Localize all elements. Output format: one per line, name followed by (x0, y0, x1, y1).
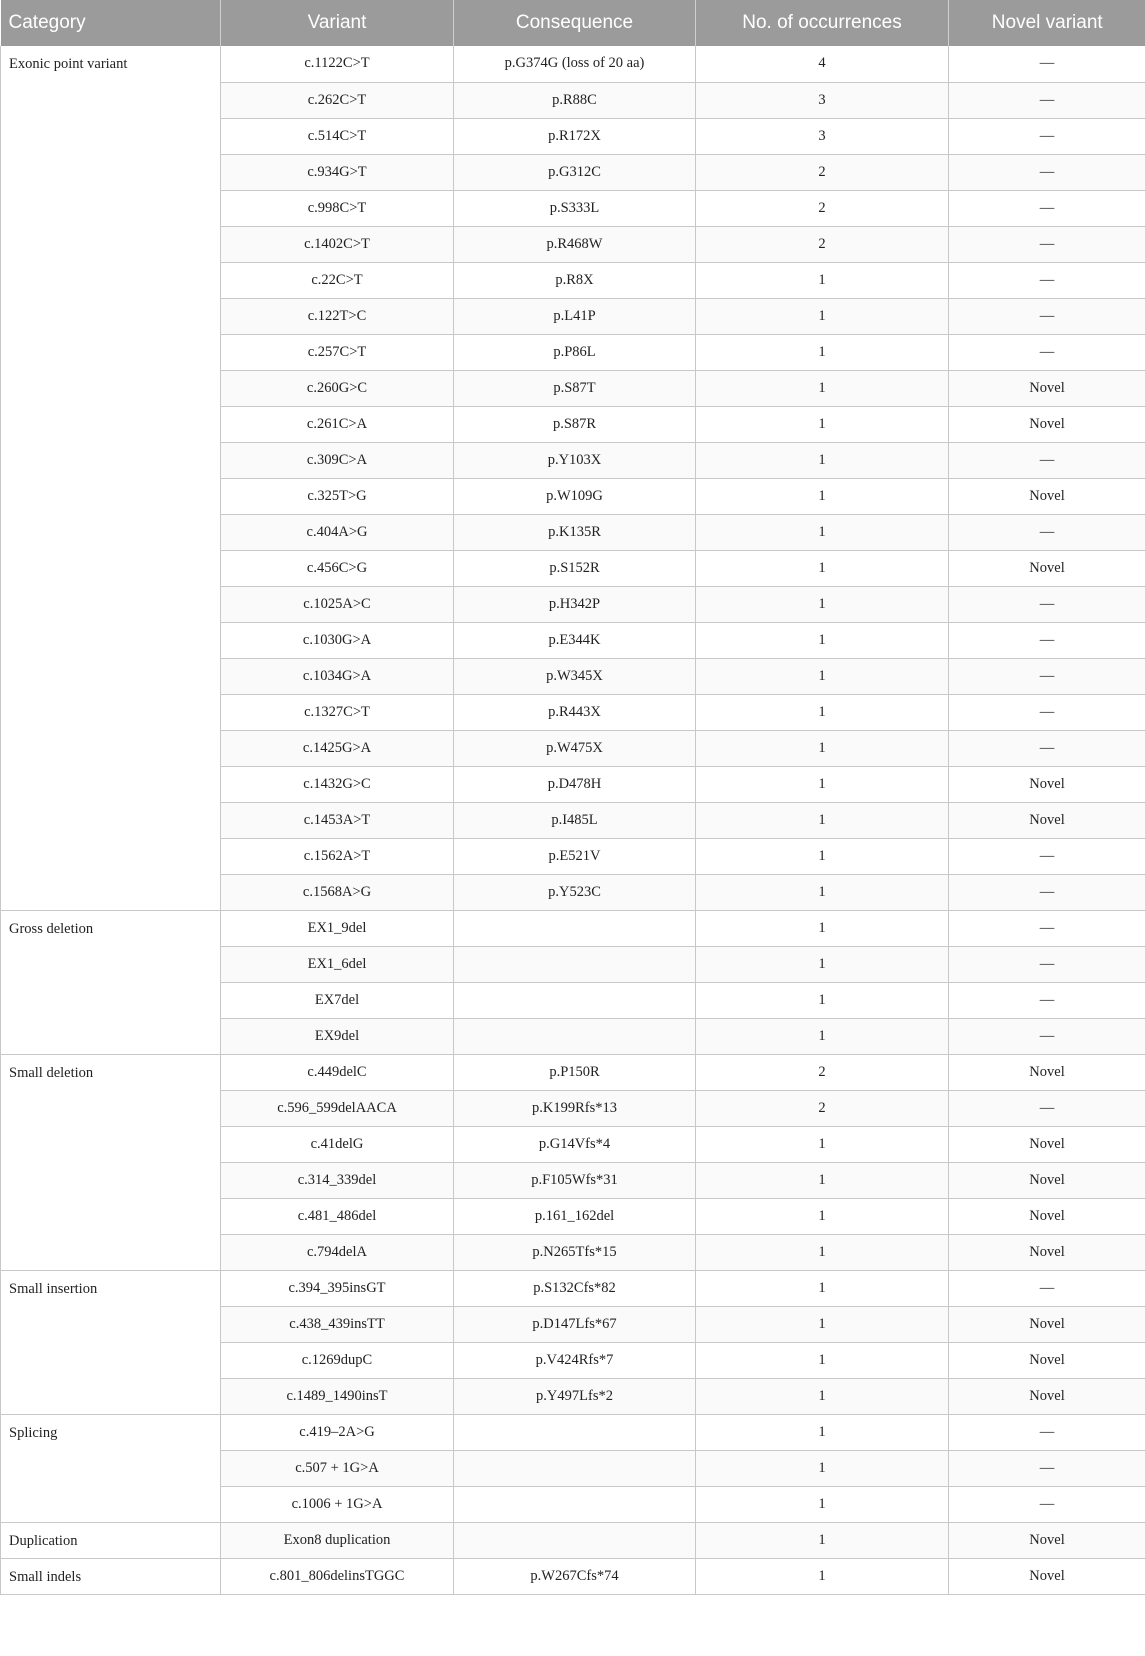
header-row (1, 0, 1145, 46)
occurrences-cell: 1 (696, 802, 949, 838)
variant-cell: EX1_9del (221, 910, 454, 946)
table-row (1, 46, 1145, 82)
variant-cell: c.22C>T (221, 262, 454, 298)
variant-cell: c.1432G>C (221, 766, 454, 802)
variant-cell: c.1453A>T (221, 802, 454, 838)
novel-variant-cell: Novel (949, 802, 1145, 838)
occurrences-cell: 2 (696, 1090, 949, 1126)
occurrences-cell: 1 (696, 334, 949, 370)
occurrences-cell: 1 (696, 946, 949, 982)
variant-cell: c.449delC (221, 1054, 454, 1090)
consequence-cell: p.W345X (454, 658, 696, 694)
consequence-cell: p.G374G (loss of 20 aa) (454, 46, 696, 82)
novel-variant-cell: Novel (949, 1126, 1145, 1162)
variant-cell: c.1562A>T (221, 838, 454, 874)
novel-variant-cell: — (949, 190, 1145, 226)
consequence-cell (454, 982, 696, 1018)
variant-cell: c.1034G>A (221, 658, 454, 694)
occurrences-cell: 1 (696, 1414, 949, 1450)
consequence-cell: p.D147Lfs*67 (454, 1306, 696, 1342)
novel-variant-cell: Novel (949, 406, 1145, 442)
category-cell: Duplication (1, 1522, 221, 1558)
novel-variant-cell: — (949, 874, 1145, 910)
novel-variant-cell: — (949, 730, 1145, 766)
consequence-cell (454, 1522, 696, 1558)
novel-variant-cell: — (949, 514, 1145, 550)
consequence-cell: p.K199Rfs*13 (454, 1090, 696, 1126)
novel-variant-cell: Novel (949, 1558, 1145, 1594)
variant-cell: c.801_806delinsTGGC (221, 1558, 454, 1594)
consequence-cell: p.P150R (454, 1054, 696, 1090)
consequence-cell: p.E344K (454, 622, 696, 658)
consequence-cell: p.R468W (454, 226, 696, 262)
category-cell: Exonic point variant (1, 46, 221, 910)
variant-cell: c.394_395insGT (221, 1270, 454, 1306)
header-consequence: Consequence (454, 0, 696, 46)
novel-variant-cell: — (949, 82, 1145, 118)
occurrences-cell: 1 (696, 442, 949, 478)
occurrences-cell: 1 (696, 1198, 949, 1234)
consequence-cell: p.F105Wfs*31 (454, 1162, 696, 1198)
variant-cell: c.1425G>A (221, 730, 454, 766)
consequence-cell: p.Y103X (454, 442, 696, 478)
occurrences-cell: 1 (696, 694, 949, 730)
novel-variant-cell: — (949, 442, 1145, 478)
novel-variant-cell: — (949, 622, 1145, 658)
occurrences-cell: 2 (696, 190, 949, 226)
consequence-cell: p.V424Rfs*7 (454, 1342, 696, 1378)
novel-variant-cell: — (949, 1450, 1145, 1486)
occurrences-cell: 1 (696, 730, 949, 766)
consequence-cell: p.D478H (454, 766, 696, 802)
header-novel-variant: Novel variant (949, 0, 1145, 46)
occurrences-cell: 1 (696, 1018, 949, 1054)
novel-variant-cell: — (949, 838, 1145, 874)
novel-variant-cell: — (949, 298, 1145, 334)
consequence-cell (454, 910, 696, 946)
consequence-cell: p.R443X (454, 694, 696, 730)
novel-variant-cell: — (949, 334, 1145, 370)
variant-cell: c.1269dupC (221, 1342, 454, 1378)
novel-variant-cell: — (949, 946, 1145, 982)
consequence-cell: p.W475X (454, 730, 696, 766)
consequence-cell: p.R8X (454, 262, 696, 298)
header-variant: Variant (221, 0, 454, 46)
variant-cell: c.314_339del (221, 1162, 454, 1198)
occurrences-cell: 1 (696, 1342, 949, 1378)
variant-cell: c.260G>C (221, 370, 454, 406)
occurrences-cell: 1 (696, 1486, 949, 1522)
consequence-cell (454, 1018, 696, 1054)
table-body (1, 46, 1145, 1594)
occurrences-cell: 1 (696, 658, 949, 694)
category-cell: Small insertion (1, 1270, 221, 1414)
occurrences-cell: 4 (696, 46, 949, 82)
occurrences-cell: 1 (696, 514, 949, 550)
variant-cell: c.514C>T (221, 118, 454, 154)
novel-variant-cell: — (949, 1414, 1145, 1450)
consequence-cell (454, 1450, 696, 1486)
variant-cell: c.1568A>G (221, 874, 454, 910)
novel-variant-cell: — (949, 226, 1145, 262)
occurrences-cell: 1 (696, 478, 949, 514)
consequence-cell: p.S87R (454, 406, 696, 442)
novel-variant-cell: Novel (949, 550, 1145, 586)
novel-variant-cell: Novel (949, 766, 1145, 802)
consequence-cell: p.K135R (454, 514, 696, 550)
consequence-cell: p.G312C (454, 154, 696, 190)
variant-cell: EX1_6del (221, 946, 454, 982)
table-row (1, 1270, 1145, 1306)
category-cell: Small deletion (1, 1054, 221, 1270)
table-row (1, 1054, 1145, 1090)
variant-cell: c.794delA (221, 1234, 454, 1270)
novel-variant-cell: Novel (949, 1054, 1145, 1090)
header-category: Category (1, 0, 221, 46)
consequence-cell: p.S333L (454, 190, 696, 226)
novel-variant-cell: Novel (949, 1378, 1145, 1414)
consequence-cell (454, 946, 696, 982)
variant-cell: c.419–2A>G (221, 1414, 454, 1450)
occurrences-cell: 1 (696, 910, 949, 946)
occurrences-cell: 1 (696, 1270, 949, 1306)
occurrences-cell: 1 (696, 550, 949, 586)
novel-variant-cell: — (949, 658, 1145, 694)
table-row (1, 910, 1145, 946)
novel-variant-cell: — (949, 118, 1145, 154)
variant-cell: c.1327C>T (221, 694, 454, 730)
consequence-cell: p.W267Cfs*74 (454, 1558, 696, 1594)
novel-variant-cell: — (949, 1090, 1145, 1126)
novel-variant-cell: Novel (949, 1522, 1145, 1558)
variant-cell: c.998C>T (221, 190, 454, 226)
variant-cell: Exon8 duplication (221, 1522, 454, 1558)
consequence-cell: p.G14Vfs*4 (454, 1126, 696, 1162)
variant-cell: EX9del (221, 1018, 454, 1054)
novel-variant-cell: Novel (949, 1306, 1145, 1342)
occurrences-cell: 1 (696, 1558, 949, 1594)
occurrences-cell: 1 (696, 1126, 949, 1162)
variant-cell: c.262C>T (221, 82, 454, 118)
novel-variant-cell: — (949, 910, 1145, 946)
variant-cell: c.41delG (221, 1126, 454, 1162)
occurrences-cell: 3 (696, 118, 949, 154)
category-cell: Splicing (1, 1414, 221, 1522)
variant-cell: c.257C>T (221, 334, 454, 370)
variant-cell: c.325T>G (221, 478, 454, 514)
novel-variant-cell: Novel (949, 1234, 1145, 1270)
novel-variant-cell: Novel (949, 1198, 1145, 1234)
variant-cell: c.1006 + 1G>A (221, 1486, 454, 1522)
occurrences-cell: 1 (696, 1522, 949, 1558)
novel-variant-cell: — (949, 262, 1145, 298)
table-row (1, 1522, 1145, 1558)
variant-cell: c.309C>A (221, 442, 454, 478)
table-row (1, 1414, 1145, 1450)
novel-variant-cell: — (949, 1270, 1145, 1306)
variant-cell: c.122T>C (221, 298, 454, 334)
variant-cell: c.456C>G (221, 550, 454, 586)
table-header (1, 0, 1145, 46)
variant-cell: EX7del (221, 982, 454, 1018)
variant-cell: c.934G>T (221, 154, 454, 190)
consequence-cell: p.S132Cfs*82 (454, 1270, 696, 1306)
category-cell: Gross deletion (1, 910, 221, 1054)
novel-variant-cell: — (949, 154, 1145, 190)
variant-cell: c.1122C>T (221, 46, 454, 82)
consequence-cell: p.E521V (454, 838, 696, 874)
consequence-cell: p.I485L (454, 802, 696, 838)
occurrences-cell: 2 (696, 154, 949, 190)
occurrences-cell: 2 (696, 226, 949, 262)
occurrences-cell: 2 (696, 1054, 949, 1090)
variant-cell: c.1402C>T (221, 226, 454, 262)
novel-variant-cell: — (949, 982, 1145, 1018)
occurrences-cell: 1 (696, 766, 949, 802)
occurrences-cell: 1 (696, 1378, 949, 1414)
variant-cell: c.1030G>A (221, 622, 454, 658)
occurrences-cell: 1 (696, 1234, 949, 1270)
header-occurrences: No. of occurrences (696, 0, 949, 46)
variant-cell: c.1489_1490insT (221, 1378, 454, 1414)
occurrences-cell: 1 (696, 622, 949, 658)
variant-cell: c.404A>G (221, 514, 454, 550)
table-row (1, 1558, 1145, 1594)
novel-variant-cell: — (949, 46, 1145, 82)
consequence-cell (454, 1486, 696, 1522)
occurrences-cell: 1 (696, 262, 949, 298)
occurrences-cell: 1 (696, 298, 949, 334)
variant-cell: c.481_486del (221, 1198, 454, 1234)
variant-cell: c.438_439insTT (221, 1306, 454, 1342)
occurrences-cell: 1 (696, 406, 949, 442)
occurrences-cell: 1 (696, 586, 949, 622)
consequence-cell: p.Y497Lfs*2 (454, 1378, 696, 1414)
category-cell: Small indels (1, 1558, 221, 1594)
variant-cell: c.261C>A (221, 406, 454, 442)
consequence-cell (454, 1414, 696, 1450)
consequence-cell: p.S152R (454, 550, 696, 586)
consequence-cell: p.Y523C (454, 874, 696, 910)
novel-variant-cell: — (949, 1018, 1145, 1054)
consequence-cell: p.P86L (454, 334, 696, 370)
occurrences-cell: 1 (696, 1162, 949, 1198)
novel-variant-cell: — (949, 586, 1145, 622)
consequence-cell: p.161_162del (454, 1198, 696, 1234)
occurrences-cell: 1 (696, 1450, 949, 1486)
occurrences-cell: 1 (696, 1306, 949, 1342)
occurrences-cell: 1 (696, 874, 949, 910)
novel-variant-cell: — (949, 1486, 1145, 1522)
novel-variant-cell: — (949, 694, 1145, 730)
consequence-cell: p.N265Tfs*15 (454, 1234, 696, 1270)
consequence-cell: p.W109G (454, 478, 696, 514)
consequence-cell: p.S87T (454, 370, 696, 406)
occurrences-cell: 1 (696, 370, 949, 406)
variant-cell: c.1025A>C (221, 586, 454, 622)
occurrences-cell: 1 (696, 838, 949, 874)
consequence-cell: p.L41P (454, 298, 696, 334)
consequence-cell: p.H342P (454, 586, 696, 622)
occurrences-cell: 1 (696, 982, 949, 1018)
novel-variant-cell: Novel (949, 1342, 1145, 1378)
consequence-cell: p.R88C (454, 82, 696, 118)
novel-variant-cell: Novel (949, 370, 1145, 406)
novel-variant-cell: Novel (949, 478, 1145, 514)
novel-variant-cell: Novel (949, 1162, 1145, 1198)
consequence-cell: p.R172X (454, 118, 696, 154)
variant-cell: c.507 + 1G>A (221, 1450, 454, 1486)
occurrences-cell: 3 (696, 82, 949, 118)
variant-cell: c.596_599delAACA (221, 1090, 454, 1126)
